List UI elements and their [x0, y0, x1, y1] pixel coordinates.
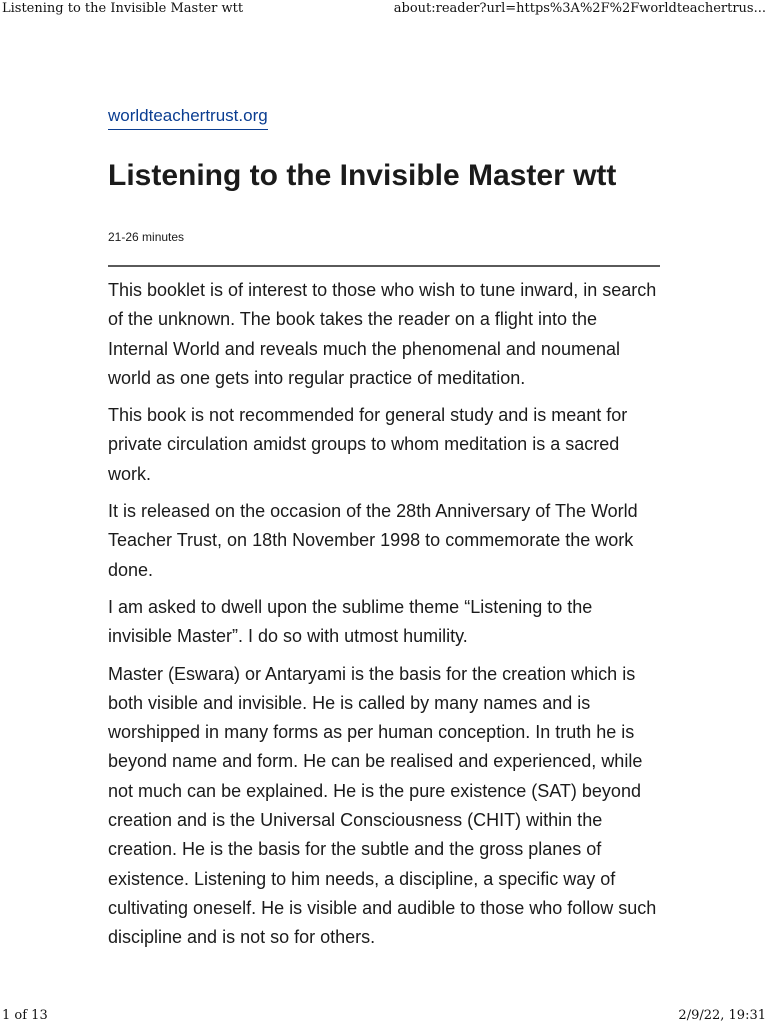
- print-header-title: Listening to the Invisible Master wtt: [2, 1, 244, 16]
- paragraph-1: This booklet is of interest to those who wish to tune inward, in search of the unknown. The book takes the reader on a flight into the Internal World and reveals much the phenomenal and noumenal world as one gets into regular practice of meditation.: [108, 280, 657, 388]
- paragraph-2: This book is not recommended for general study and is meant for private circulation amidst groups to whom meditation is a sacred work.: [108, 405, 628, 484]
- header-divider: [108, 265, 660, 267]
- print-header-url: about:reader?url=https%3A%2F%2Fworldteachertrus...: [393, 1, 766, 16]
- paragraph-4: I am asked to dwell upon the sublime theme “Listening to the invisible Master”. I do so with utmost humility.: [108, 596, 593, 647]
- page-number: 1 of 13: [2, 1008, 48, 1023]
- print-footer: [0, 1007, 768, 1025]
- reader-article: [108, 104, 660, 961]
- source-domain-link[interactable]: worldteachertrust.org: [108, 104, 268, 130]
- reading-time: 21-26 minutes: [108, 230, 185, 244]
- article-body: [108, 276, 660, 953]
- print-header: [0, 0, 768, 18]
- print-datetime: 2/9/22, 19:31: [678, 1008, 766, 1023]
- paragraph-3: It is released on the occasion of the 28th Anniversary of The World Teacher Trust, on 18th November 1998 to commemorate the work done.: [108, 501, 638, 580]
- article-title: Listening to the Invisible Master wtt: [108, 159, 617, 192]
- paragraph-5: Master (Eswara) or Antaryami is the basis for the creation which is both visible and invisible. He is called by many names and is worshipped in many forms as per human conception. In truth he is beyond name and form. He can be realised and experienced, while not much can be explained. He is the pure existence (SAT) beyond creation and is the Universal Consciousness (CHIT) within the creation. He is the basis for the subtle and the gross planes of existence. Listening to him needs, a discipline, a specific way of cultivating oneself. He is visible and audible to those who follow such discipline and is not so for others.: [108, 663, 657, 948]
